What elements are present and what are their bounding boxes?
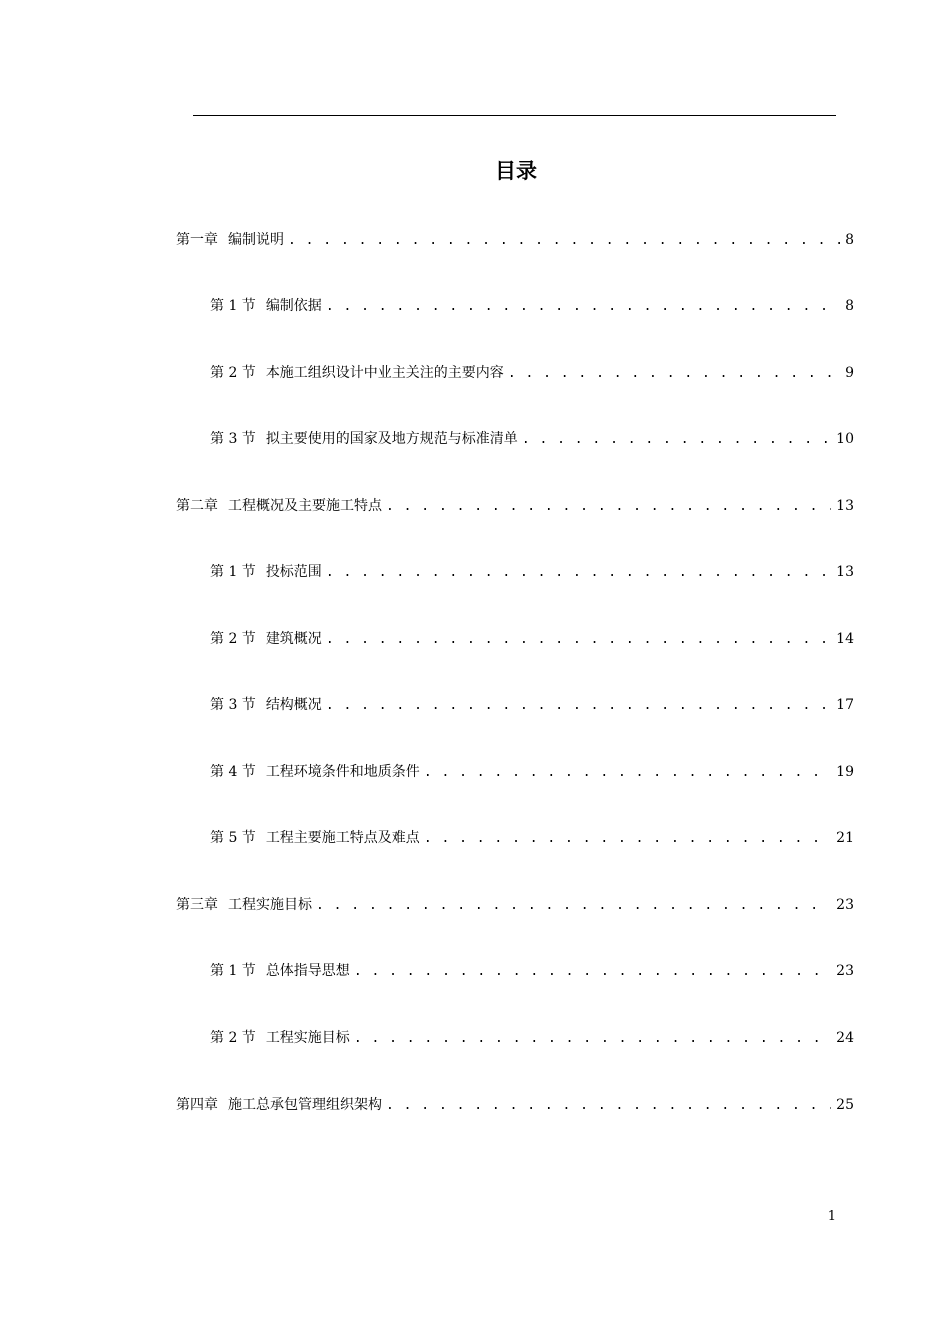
toc-entry-chapter-3[interactable] — [176, 892, 854, 918]
toc-entry-chapter-4[interactable] — [176, 1092, 854, 1118]
toc-entry-number: 第 2 节 — [210, 365, 256, 381]
toc-dot-leader — [326, 294, 840, 320]
toc-dot-leader — [354, 1026, 831, 1052]
toc-entry-section[interactable] — [210, 626, 854, 652]
page-number: 1 — [827, 1209, 836, 1224]
toc-entry-name: 总体指导思想 — [265, 963, 350, 979]
toc-entry-chapter-1[interactable] — [176, 227, 854, 253]
toc-entry-name: 工程实施目标 — [228, 897, 312, 913]
toc-entry-name: 结构概况 — [265, 697, 322, 713]
toc-entry-name: 工程环境条件和地质条件 — [265, 764, 420, 780]
toc-entry-section[interactable] — [210, 426, 854, 452]
toc-dot-leader — [386, 1093, 831, 1119]
toc-entry-page: 25 — [836, 1097, 854, 1113]
toc-entry-name: 建筑概况 — [265, 631, 322, 647]
toc-entry-section[interactable] — [210, 825, 854, 851]
toc-dot-leader — [424, 826, 831, 852]
toc-dot-leader — [316, 893, 831, 919]
toc-dot-leader — [288, 228, 840, 254]
toc-entry-number: 第一章 — [176, 232, 218, 248]
toc-entry-number: 第 4 节 — [210, 764, 256, 780]
toc-entry-section[interactable] — [210, 360, 854, 386]
toc-entry-page: 13 — [836, 498, 854, 514]
toc-entry-name: 编制依据 — [265, 298, 322, 314]
toc-entry-name: 投标范围 — [265, 564, 322, 580]
toc-entry-page: 13 — [836, 564, 854, 580]
toc-dot-leader — [326, 560, 831, 586]
toc-entry-number: 第 2 节 — [210, 631, 256, 647]
toc-entry-name: 编制说明 — [228, 232, 284, 248]
toc-entry-page: 9 — [845, 365, 854, 381]
toc-entry-page: 23 — [836, 897, 854, 913]
toc-entry-number: 第三章 — [176, 897, 218, 913]
toc-entry-page: 17 — [836, 697, 854, 713]
toc-entry-page: 19 — [836, 764, 854, 780]
toc-entry-page: 10 — [836, 431, 854, 447]
toc-dot-leader — [508, 361, 840, 387]
toc-entry-number: 第 2 节 — [210, 1030, 256, 1046]
toc-entry-name: 本施工组织设计中业主关注的主要内容 — [265, 365, 504, 381]
toc-title: 目录 — [495, 159, 537, 183]
toc-entry-name: 工程主要施工特点及难点 — [265, 830, 420, 846]
toc-dot-leader — [326, 627, 831, 653]
toc-entry-section[interactable] — [210, 692, 854, 718]
toc-entry-name: 工程实施目标 — [265, 1030, 350, 1046]
toc-entry-page: 21 — [836, 830, 854, 846]
toc-entry-section[interactable] — [210, 1025, 854, 1051]
toc-dot-leader — [326, 693, 831, 719]
toc-entry-number: 第 1 节 — [210, 963, 256, 979]
toc-dot-leader — [424, 760, 831, 786]
toc-dot-leader — [386, 494, 831, 520]
toc-entry-section[interactable] — [210, 293, 854, 319]
toc-entry-section[interactable] — [210, 958, 854, 984]
toc-entry-number: 第 3 节 — [210, 697, 256, 713]
toc-entry-page: 24 — [836, 1030, 854, 1046]
toc-entry-name: 施工总承包管理组织架构 — [228, 1097, 382, 1113]
toc-entry-number: 第 3 节 — [210, 431, 256, 447]
toc-entry-section[interactable] — [210, 759, 854, 785]
toc-dot-leader — [522, 427, 831, 453]
toc-entry-page: 14 — [836, 631, 854, 647]
toc-entry-number: 第 5 节 — [210, 830, 256, 846]
toc-entry-number: 第 1 节 — [210, 564, 256, 580]
toc-dot-leader — [354, 959, 831, 985]
toc-entry-number: 第四章 — [176, 1097, 218, 1113]
toc-entry-number: 第 1 节 — [210, 298, 256, 314]
toc-entry-page: 8 — [845, 298, 854, 314]
toc-entry-number: 第二章 — [176, 498, 218, 514]
toc-entry-page: 8 — [845, 232, 854, 248]
toc-entry-name: 拟主要使用的国家及地方规范与标准清单 — [265, 431, 518, 447]
toc-entry-page: 23 — [836, 963, 854, 979]
toc-entry-name: 工程概况及主要施工特点 — [228, 498, 382, 514]
toc-entry-section[interactable] — [210, 559, 854, 585]
toc-entry-chapter-2[interactable] — [176, 493, 854, 519]
